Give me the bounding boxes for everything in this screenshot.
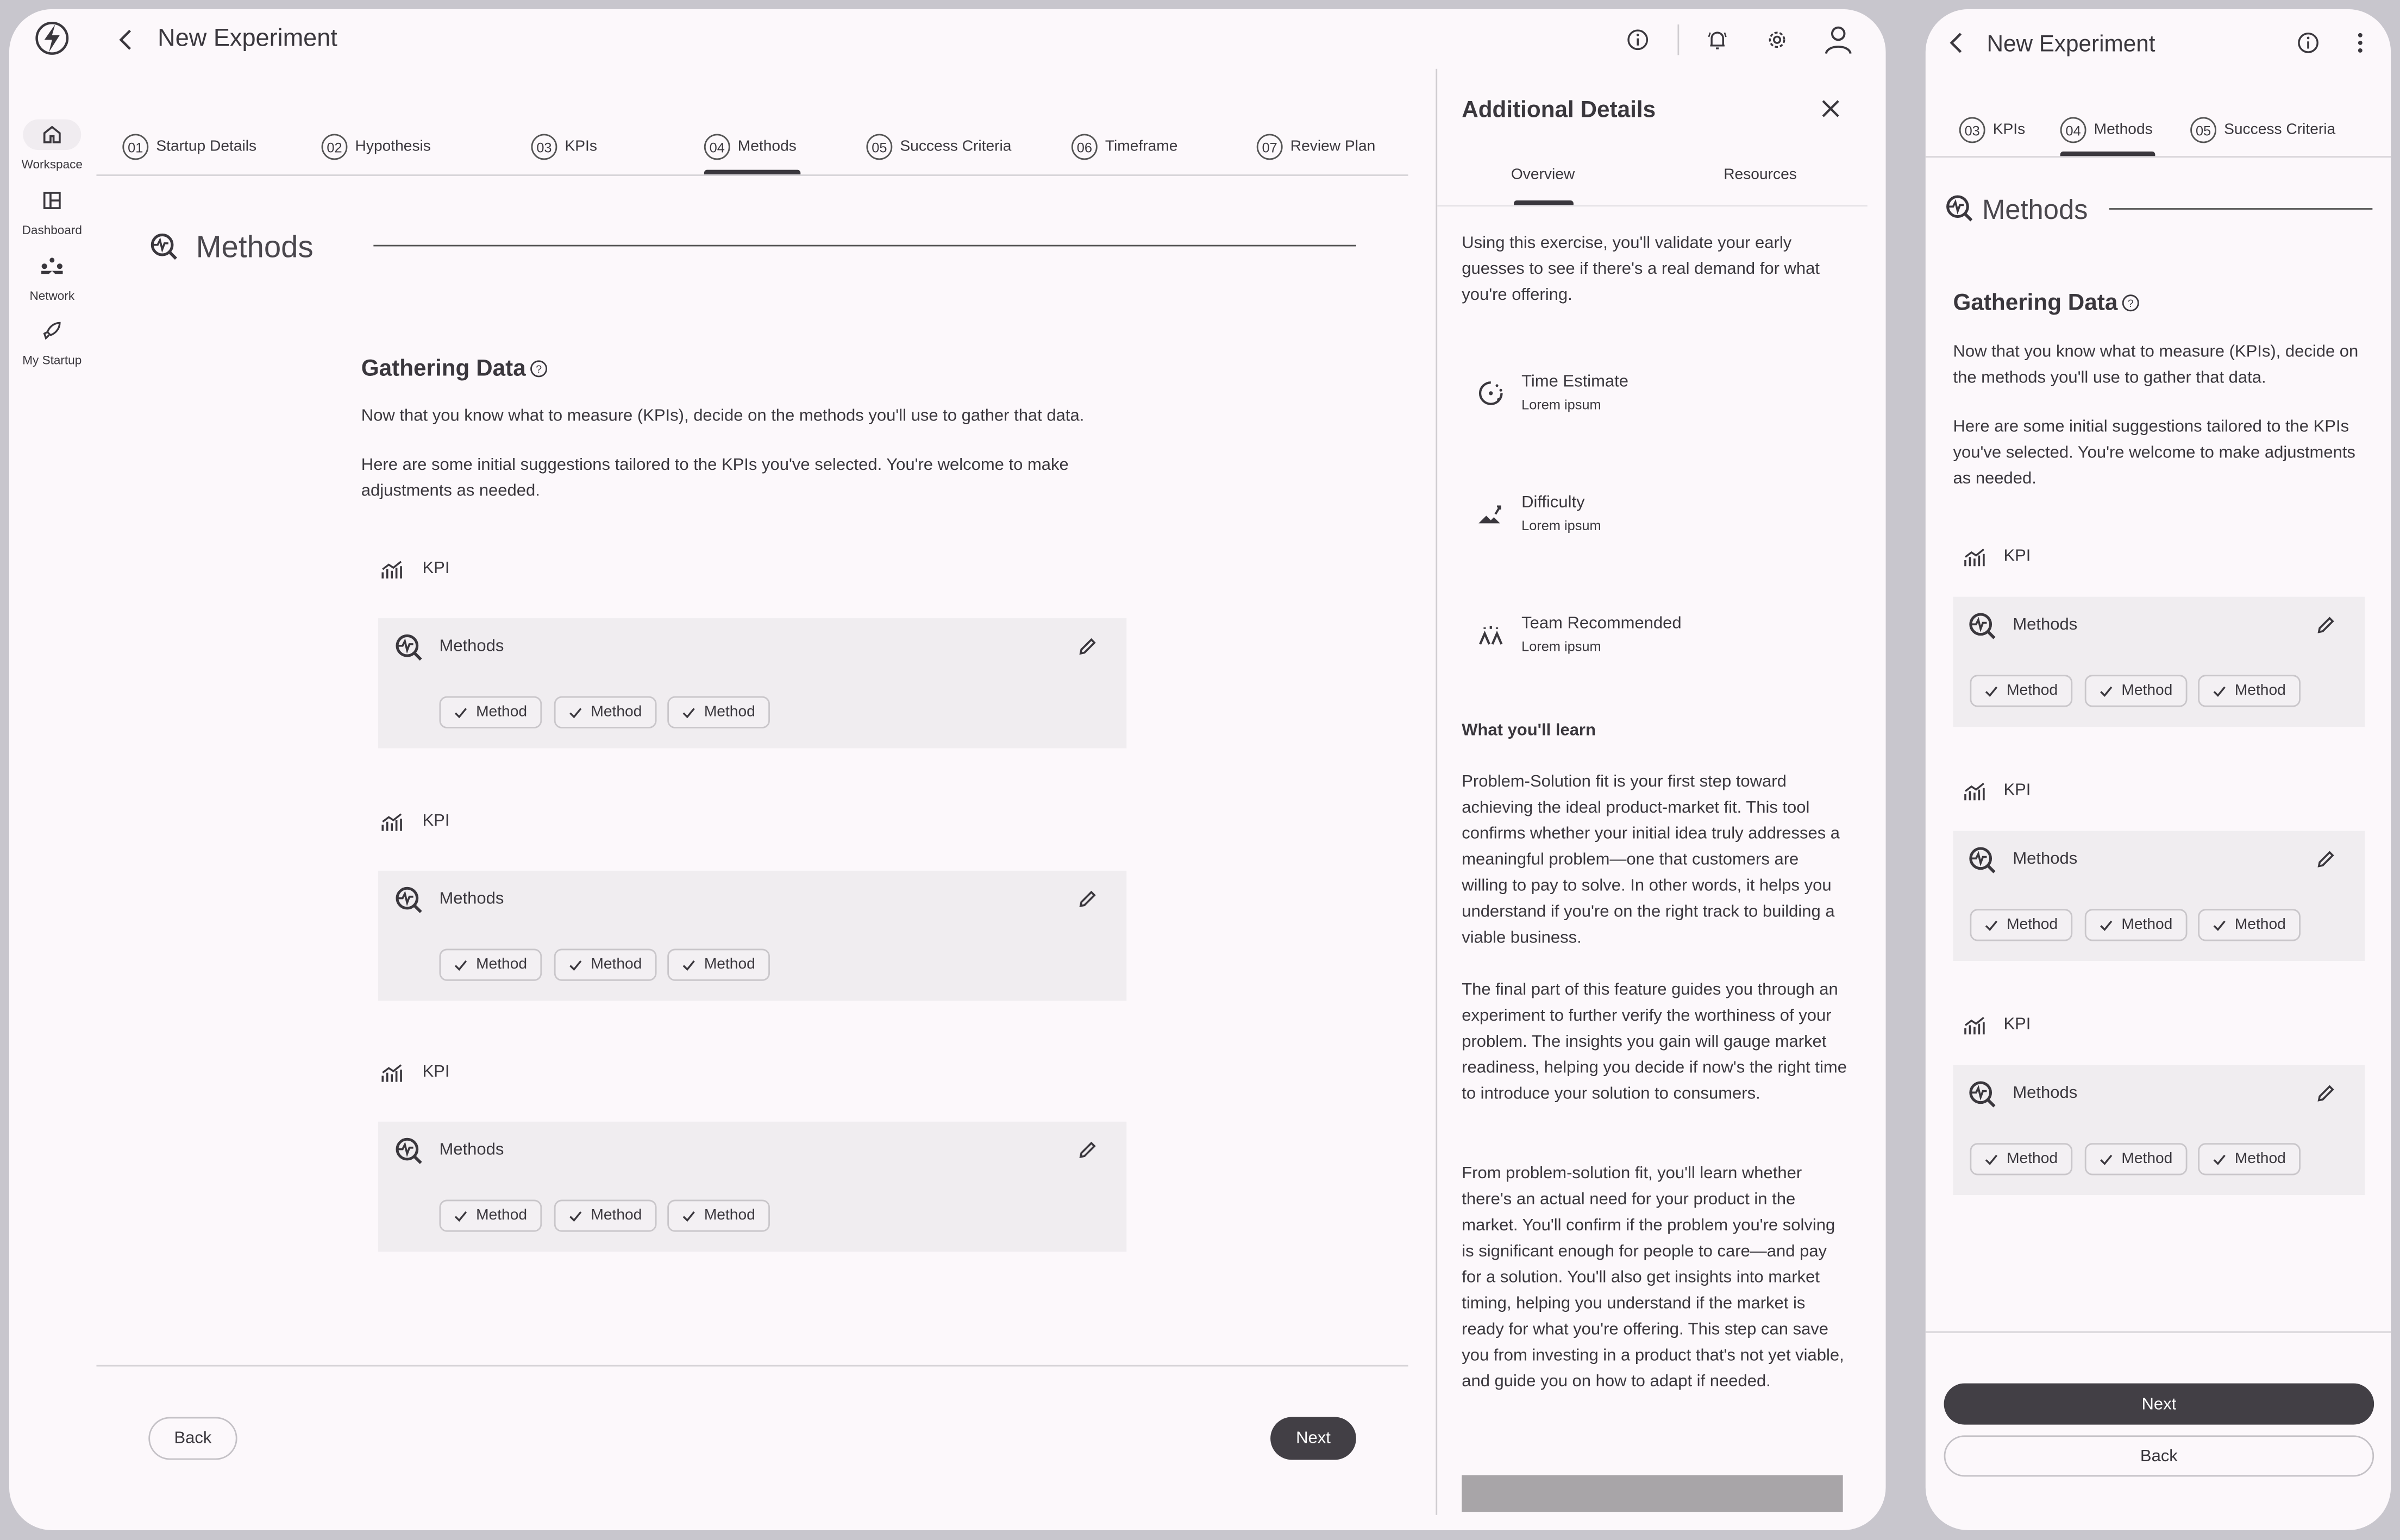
learn-heading: What you'll learn — [1462, 721, 1596, 740]
divider — [1437, 205, 1868, 206]
divider — [96, 1365, 1408, 1367]
bell-icon[interactable] — [1706, 28, 1729, 52]
check-icon — [568, 1208, 583, 1223]
method-chip[interactable] — [667, 696, 770, 728]
network-icon — [40, 255, 64, 276]
kpi-icon — [1962, 546, 1987, 568]
divider — [1436, 69, 1437, 1515]
step-label: Methods — [737, 138, 797, 155]
step-03[interactable] — [1959, 117, 2025, 143]
method-chip[interactable] — [667, 1200, 770, 1232]
detail-title: Time Estimate — [1521, 372, 1628, 391]
close-icon[interactable] — [1820, 98, 1841, 119]
gathering-data-heading: Gathering Data — [1953, 290, 2118, 316]
methods-label: Methods — [2013, 1084, 2078, 1103]
check-icon — [2212, 1152, 2227, 1167]
method-label: Method — [591, 1207, 642, 1224]
step-07[interactable] — [1257, 134, 1376, 160]
kpi-icon — [1962, 781, 1987, 802]
step-number: 04 — [704, 134, 730, 160]
step-number: 06 — [1071, 134, 1098, 160]
step-label: Success Criteria — [2224, 121, 2336, 139]
method-label: Method — [704, 703, 755, 721]
kpi-icon — [380, 811, 404, 832]
edit-icon[interactable] — [1076, 637, 1097, 658]
section-title: Methods — [196, 231, 314, 265]
rocket-icon — [41, 320, 62, 341]
method-chip[interactable] — [439, 1200, 542, 1232]
intro-text-2: Here are some initial suggestions tailored to the KPIs you've selected. You're welcome to make adjustments as needed. — [361, 456, 1069, 501]
methods-label: Methods — [439, 1141, 504, 1159]
method-label: Method — [2121, 1151, 2173, 1168]
help-icon[interactable] — [530, 360, 548, 378]
check-icon — [681, 1208, 697, 1223]
method-chip[interactable] — [2085, 1143, 2188, 1175]
methods-card — [1953, 831, 2365, 961]
step-01[interactable] — [122, 134, 256, 160]
method-chip[interactable] — [2198, 1143, 2301, 1175]
method-label: Method — [2121, 682, 2173, 700]
method-label: Method — [2234, 916, 2286, 934]
help-icon[interactable] — [2121, 294, 2140, 312]
section-rule — [373, 245, 1356, 247]
check-icon — [2098, 683, 2114, 699]
method-label: Method — [2121, 916, 2173, 934]
methods-label: Methods — [439, 890, 504, 908]
step-number: 02 — [322, 134, 348, 160]
method-chip[interactable] — [554, 949, 657, 981]
home-icon — [41, 124, 62, 145]
kpi-label: KPI — [422, 1063, 450, 1082]
step-label: Success Criteria — [900, 138, 1012, 155]
media-placeholder — [1462, 1475, 1843, 1512]
methods-label: Methods — [439, 637, 504, 656]
learn-paragraph: Problem-Solution fit is your first step toward achieving the ideal product-market fit. This tool confirms whether your initial idea truly addresses a meaningful problem—one that customers are willing to pay to solve. In other words, it helps you understand if you're on the right track to building a viable business. — [1462, 772, 1840, 947]
check-icon — [1984, 1152, 1999, 1167]
gathering-data-heading: Gathering Data — [361, 355, 526, 382]
info-icon[interactable] — [2297, 32, 2320, 54]
kpi-label: KPI — [2003, 781, 2031, 800]
methods-card — [1953, 1065, 2365, 1195]
detail-subtitle: Lorem ipsum — [1521, 639, 1601, 655]
back-arrow-icon[interactable] — [1947, 30, 1965, 55]
details-title: Additional Details — [1462, 97, 1656, 123]
kpi-icon — [380, 558, 404, 580]
svg-text:?: ? — [2127, 297, 2134, 310]
desktop-frame — [9, 9, 1886, 1530]
check-icon — [1984, 917, 1999, 933]
method-label: Method — [2234, 682, 2286, 700]
method-label: Method — [704, 1207, 755, 1224]
method-label: Method — [2007, 682, 2058, 700]
method-chip[interactable] — [439, 696, 542, 728]
sidebar-item-label: Dashboard — [22, 223, 82, 237]
more-options-icon[interactable] — [2357, 32, 2363, 53]
page-title: New Experiment — [1987, 31, 2155, 58]
dashboard-icon — [41, 190, 62, 211]
section-title: Methods — [1982, 194, 2088, 225]
method-label: Method — [476, 1207, 528, 1224]
method-label: Method — [2007, 1151, 2058, 1168]
page-title: New Experiment — [158, 26, 337, 52]
step-label: KPIs — [565, 138, 597, 155]
edit-icon[interactable] — [2314, 615, 2335, 636]
method-label: Method — [476, 703, 528, 721]
step-number: 05 — [866, 134, 892, 160]
step-number: 03 — [531, 134, 557, 160]
time-estimate-icon — [1477, 380, 1505, 407]
sidebar-item-label: Workspace — [21, 158, 83, 172]
intro-text-2: Here are some initial suggestions tailored to the KPIs you've selected. You're welcome to make adjustments as needed. — [1953, 418, 2355, 488]
intro-text: Now that you know what to measure (KPIs), decide on the methods you'll use to gather that data. — [361, 407, 1085, 426]
user-icon[interactable] — [1823, 24, 1853, 55]
check-icon — [2212, 683, 2227, 699]
step-label: KPIs — [1992, 121, 2026, 139]
method-label: Method — [2234, 1151, 2286, 1168]
method-label: Method — [2007, 916, 2058, 934]
method-label: Method — [591, 956, 642, 973]
methods-card — [378, 618, 1127, 748]
step-number: 04 — [2060, 117, 2086, 143]
step-number: 01 — [122, 134, 148, 160]
detail-title: Team Recommended — [1521, 614, 1682, 633]
step-05[interactable] — [866, 134, 1011, 160]
check-icon — [681, 705, 697, 720]
step-02[interactable] — [322, 134, 431, 160]
kpi-label: KPI — [2003, 1015, 2031, 1034]
check-icon — [453, 705, 468, 720]
edit-icon[interactable] — [2314, 849, 2335, 870]
detail-subtitle: Lorem ipsum — [1521, 518, 1601, 533]
step-number: 05 — [2190, 117, 2216, 143]
back-arrow-icon[interactable] — [116, 28, 135, 52]
sidebar-item-label: My Startup — [22, 353, 82, 368]
active-step-indicator — [704, 170, 800, 174]
edit-icon[interactable] — [2314, 1083, 2335, 1104]
methods-card — [378, 871, 1127, 1001]
method-chip[interactable] — [2085, 909, 2188, 941]
method-chip[interactable] — [667, 949, 770, 981]
active-tab-indicator — [1514, 200, 1574, 205]
check-icon — [453, 1208, 468, 1223]
step-number: 03 — [1959, 117, 1985, 143]
detail-title: Difficulty — [1521, 493, 1585, 512]
step-04[interactable] — [2060, 117, 2153, 143]
kpi-icon — [380, 1062, 404, 1083]
methods-icon — [393, 632, 424, 662]
tab-resources[interactable]: Resources — [1724, 167, 1797, 184]
active-step-indicator — [2060, 152, 2155, 156]
step-03[interactable] — [531, 134, 597, 160]
step-04[interactable] — [704, 134, 797, 160]
check-icon — [568, 705, 583, 720]
learn-paragraph: The final part of this feature guides you through an experiment to further verify the worthiness of your problem. The insights you gain will gauge market readiness, helping you decide if now's the right time to introduce your solution to consumers. — [1462, 980, 1847, 1104]
method-chip[interactable] — [1970, 909, 2072, 941]
method-chip[interactable] — [1970, 1143, 2072, 1175]
methods-label: Methods — [2013, 615, 2078, 634]
methods-icon — [393, 884, 424, 915]
methods-icon — [1967, 611, 1997, 641]
check-icon — [568, 957, 583, 972]
kpi-icon — [1962, 1015, 1987, 1036]
step-05[interactable] — [2190, 117, 2335, 143]
difficulty-icon — [1477, 500, 1505, 528]
divider — [1926, 156, 2391, 158]
method-label: Method — [591, 703, 642, 721]
back-button[interactable]: Back — [148, 1417, 237, 1460]
divider — [1677, 24, 1679, 55]
step-label: Review Plan — [1290, 138, 1376, 155]
method-chip[interactable] — [2085, 675, 2188, 707]
detail-subtitle: Lorem ipsum — [1521, 397, 1601, 413]
method-chip[interactable] — [2198, 675, 2301, 707]
methods-icon — [393, 1135, 424, 1166]
section-rule — [2109, 208, 2373, 210]
divider — [96, 174, 1408, 176]
gear-icon[interactable] — [1765, 28, 1788, 51]
back-button[interactable]: Back — [1944, 1435, 2374, 1476]
methods-icon — [148, 231, 179, 261]
edit-icon[interactable] — [1076, 1140, 1097, 1161]
method-chip[interactable] — [439, 949, 542, 981]
method-chip[interactable] — [1970, 675, 2072, 707]
step-label: Timeframe — [1105, 138, 1178, 155]
method-chip[interactable] — [2198, 909, 2301, 941]
step-06[interactable] — [1071, 134, 1178, 160]
check-icon — [2212, 917, 2227, 933]
mobile-frame — [1926, 9, 2391, 1530]
kpi-label: KPI — [2003, 547, 2031, 565]
edit-icon[interactable] — [1076, 889, 1097, 910]
methods-icon — [1967, 845, 1997, 875]
check-icon — [1984, 683, 1999, 699]
check-icon — [2098, 917, 2114, 933]
check-icon — [2098, 1152, 2114, 1167]
method-chip[interactable] — [554, 696, 657, 728]
step-number: 07 — [1257, 134, 1283, 160]
next-button[interactable]: Next — [1270, 1417, 1356, 1460]
svg-text:?: ? — [536, 363, 542, 375]
methods-card — [1953, 597, 2365, 727]
methods-card — [378, 1122, 1127, 1252]
details-intro: Using this exercise, you'll validate your early guesses to see if there's a real demand for what you're offering. — [1462, 234, 1820, 305]
methods-label: Methods — [2013, 850, 2078, 869]
logo-icon[interactable] — [34, 20, 71, 57]
sidebar-item-label: Network — [29, 289, 75, 303]
info-icon[interactable] — [1626, 28, 1649, 51]
kpi-label: KPI — [422, 812, 450, 831]
next-button[interactable]: Next — [1944, 1384, 2374, 1425]
step-label: Methods — [2094, 121, 2153, 139]
check-icon — [681, 957, 697, 972]
step-label: Startup Details — [156, 138, 257, 155]
methods-icon — [1967, 1079, 1997, 1109]
learn-paragraph: From problem-solution fit, you'll learn whether there's an actual need for your product in the market. You'll confirm if the problem you're solving is significant enough for people to care—and pay for a solution. You'll also get insights into market timing, helping you understand if the market is ready for what you're offering. This step can save you from investing in a product that's not yet viable, and guide you on how to adapt if needed. — [1462, 1164, 1844, 1391]
team-recommended-icon — [1477, 621, 1505, 649]
kpi-label: KPI — [422, 559, 450, 578]
method-label: Method — [476, 956, 528, 973]
step-label: Hypothesis — [355, 138, 431, 155]
method-chip[interactable] — [554, 1200, 657, 1232]
intro-text: Now that you know what to measure (KPIs), decide on the methods you'll use to gather that data. — [1953, 343, 2359, 387]
check-icon — [453, 957, 468, 972]
method-label: Method — [704, 956, 755, 973]
divider — [1926, 1331, 2391, 1333]
tab-overview[interactable]: Overview — [1511, 167, 1575, 184]
methods-icon — [1944, 193, 1975, 223]
